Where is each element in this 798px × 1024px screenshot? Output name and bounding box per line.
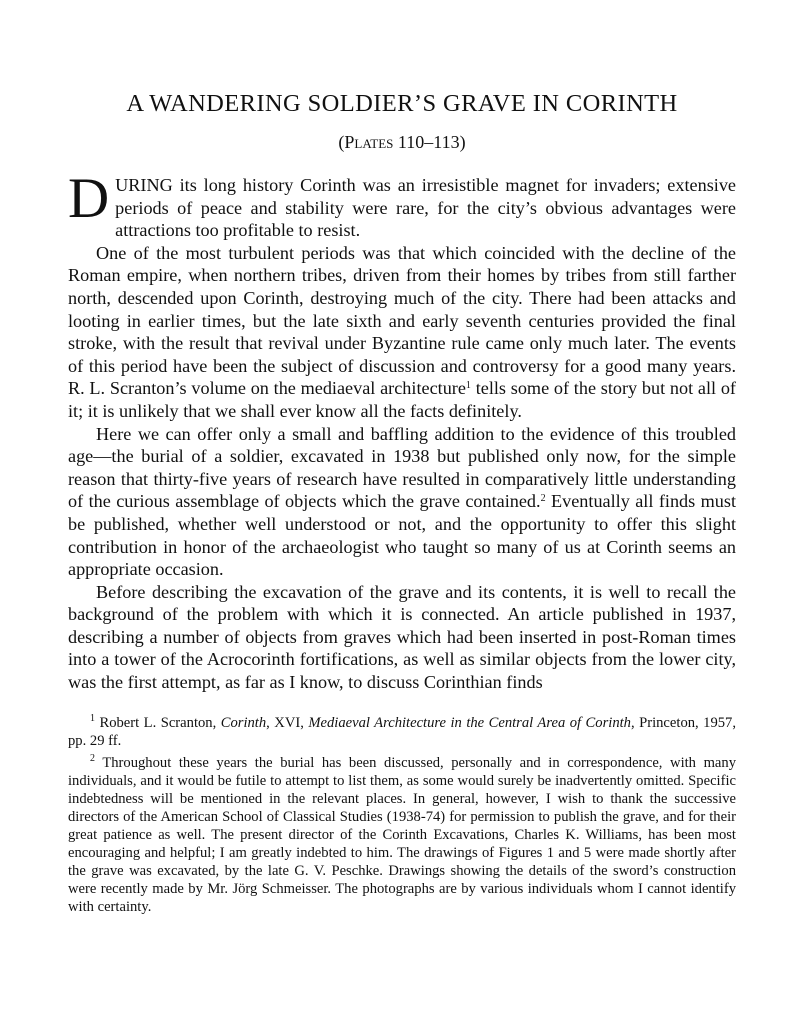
paragraph-1-text: URING its long history Corinth was an irresistible magnet for invaders; extensive periods of peace and stability were rare, for the city’s obvious advantages were attractions too profitable to resist. [115, 175, 736, 241]
footnote-2 [68, 754, 736, 916]
paragraph-2-text-b: tells some of the story but not all of it; it is unlikely that we shall ever know all the facts definitely. [68, 378, 736, 421]
article-body [68, 167, 737, 694]
paragraph-4: Before describing the excavation of the grave and its contents, it is well to recall the background of the problem with which it is connected. An article published in 1937, describing a number of objects from graves which had been inserted in post-Roman times into a tower of the Acrocorinth fortifications, as well as similar objects from the lower city, was the first attempt, as far as I know, to discuss Corinthian finds [68, 581, 736, 693]
footnote-ref-2[interactable]: 2 [540, 493, 546, 505]
paragraph-1 [68, 167, 736, 242]
paragraph-3 [68, 423, 736, 581]
paragraph-2 [68, 242, 736, 423]
footnotes [68, 714, 736, 916]
footnote-2-text: Throughout these years the burial has been discussed, personally and in correspondence, with many individuals, and it would be futile to attempt to list them, as some would surely be inadvertently omitted. Specific indebtedness will be mentioned in the relevant places. In general, however, I wish to thank the successive directors of the American School of Classical Studies (1938-74) for permission to publish the grave, and for their great patience as well. The present director of the Corinth Excavations, Charles K. Williams, has been most encouraging and helpful; I am greatly indebted to him. The drawings of Figures 1 and 5 were made shortly after the grave was excavated, by the late G. V. Peschke. Drawings showing the details of the sword’s construction were recently made by Mr. Jörg Schmeisser. The photographs are by various individuals whom I cannot identify with certainty. [68, 754, 737, 915]
footnote-1-work: Corinth [220, 714, 267, 731]
footnote-ref-1[interactable]: 1 [465, 380, 471, 392]
page [68, 0, 736, 916]
footnote-1-number: 1 [90, 712, 95, 724]
footnote-1-author: Robert L. Scranton, [99, 714, 217, 731]
article-title: A WANDERING SOLDIER’S GRAVE IN CORINTH [126, 90, 678, 117]
paragraph-2-text-a: One of the most turbulent periods was that which coincided with the decline of the Roman empire, when northern tribes, driven from their homes by tribes from still farther north, descended upon Corinth, destroying much of the city. There had been attacks and looting in earlier times, but the late sixth and early seventh centuries provided the final stroke, with the result that revival under Byzantine rule came only much later. The events of this period have been the subject of discussion and controversy for a good many years. R. L. Scranton’s volume on the mediaeval architecture [68, 242, 736, 399]
paragraph-3-text-b: Eventually all finds must be published, whether well understood or not, and the opportunity to offer this slight contribution in honor of the archaeologist who taught so many of us at Corinth seems an appropriate occasion. [68, 491, 737, 580]
footnote-1-title: Mediaeval Architecture in the Central Area of Corinth [308, 714, 631, 731]
footnote-2-number: 2 [90, 752, 95, 764]
drop-cap: D [68, 167, 110, 230]
footnote-1-rest: , Princeton, 1957, pp. 29 ff. [68, 714, 736, 749]
footnote-1 [68, 714, 736, 750]
paragraph-3-text-a: Here we can offer only a small and baffling addition to the evidence of this troubled age—the burial of a soldier, excavated in 1938 but published only now, for the simple reason that thirty-five years of research have resulted in comparatively little understanding of the curious assemblage of objects which the grave contained. [68, 423, 736, 512]
footnote-1-volume: , XVI, [266, 714, 304, 731]
plates-reference: (Plates 110–113) [338, 132, 466, 152]
